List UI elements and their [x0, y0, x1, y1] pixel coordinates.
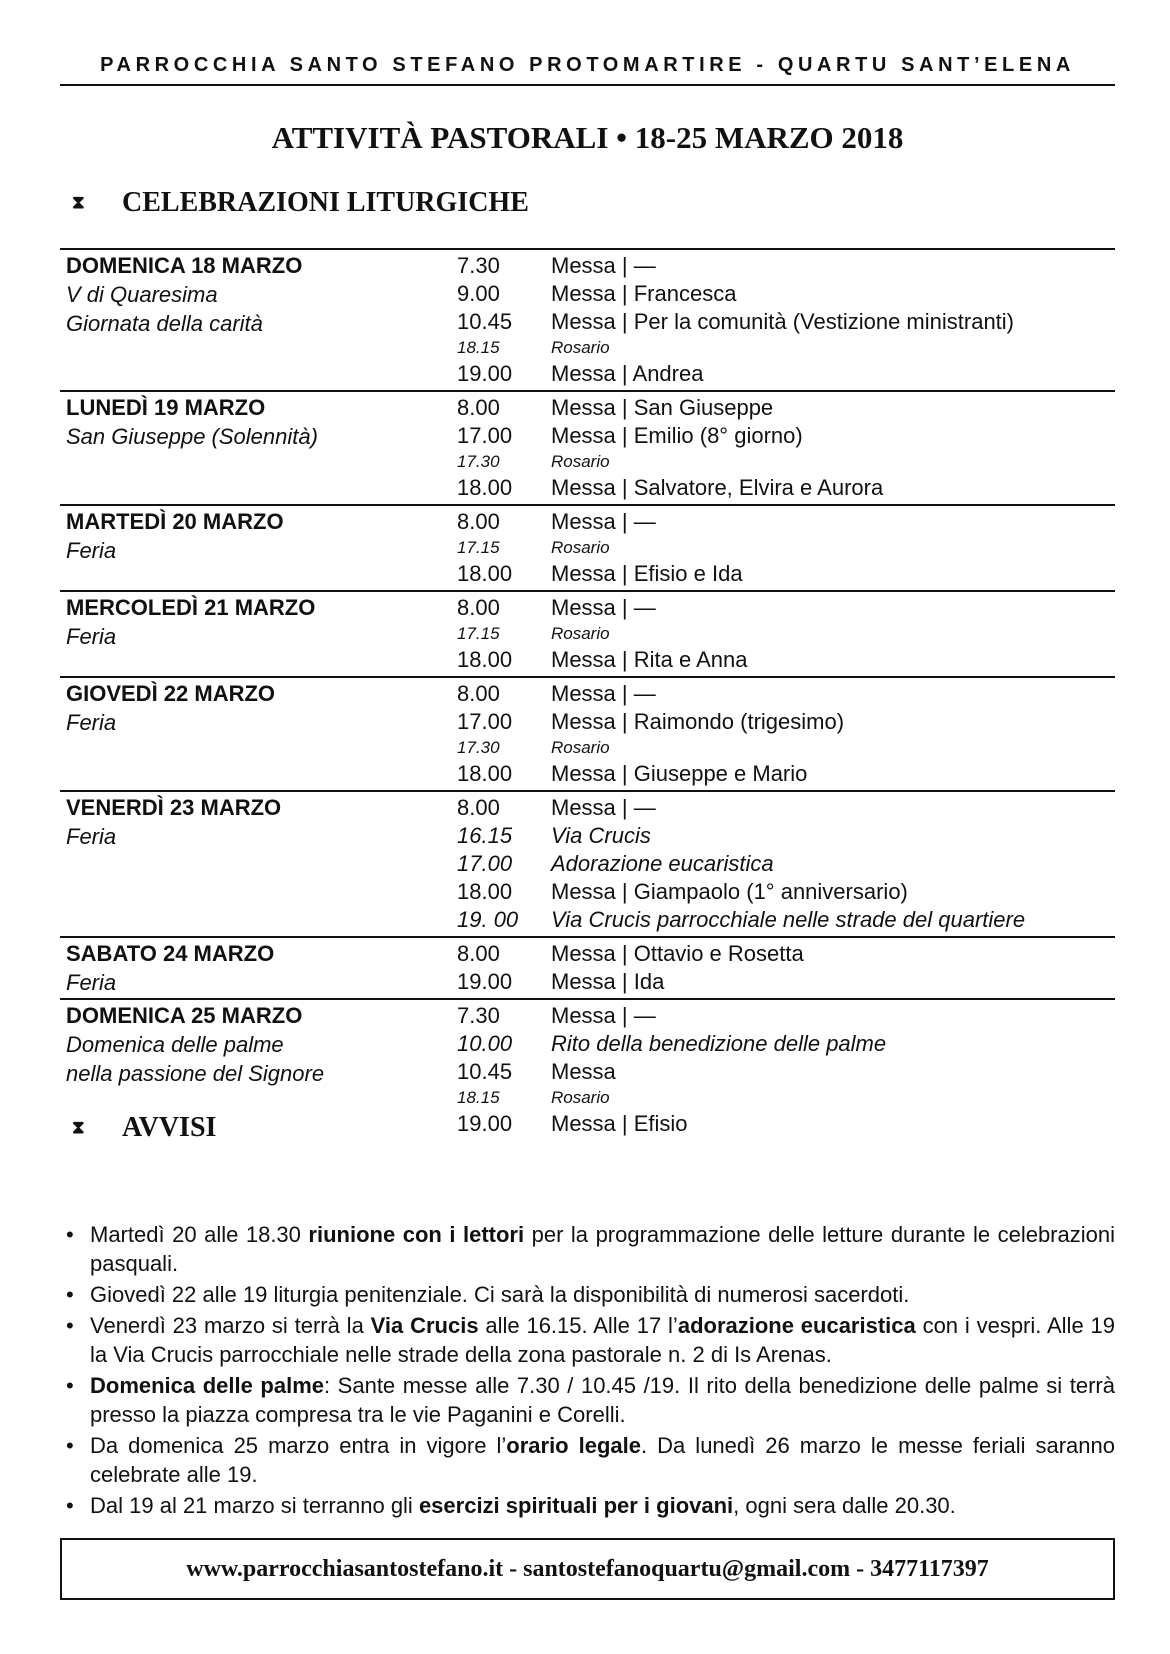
notice-text: Venerdì 23 marzo si terrà la [90, 1313, 371, 1338]
schedule-event [457, 560, 1115, 588]
schedule-event [457, 1002, 1115, 1030]
event-description: Messa | Emilio (8° giorno) [551, 423, 803, 448]
section-heading-notices [72, 1112, 216, 1144]
schedule-event [457, 822, 1115, 850]
notice-text: , ogni sera dalle 20.30. [733, 1493, 956, 1518]
day-info [66, 680, 275, 737]
event-description: Messa | — [551, 1003, 656, 1028]
bullet-dot-icon: • [66, 1282, 74, 1307]
event-description: Messa | San Giuseppe [551, 395, 774, 420]
event-description: Messa | — [551, 595, 656, 620]
notice-highlight: Via Crucis [370, 1313, 479, 1338]
schedule-event [457, 736, 1115, 760]
event-description: Messa [551, 1059, 616, 1084]
day-note: Feria [66, 538, 117, 563]
bullet-dot-icon: • [66, 1313, 74, 1338]
event-description: Rosario [551, 1088, 610, 1107]
schedule-event [457, 646, 1115, 674]
notice-item [60, 1280, 1115, 1309]
event-time: 17.00 [457, 423, 513, 448]
event-time: 16.15 [457, 823, 513, 848]
event-description: Messa | Francesca [551, 281, 737, 306]
event-time: 17.30 [457, 738, 500, 757]
day-info [66, 1002, 324, 1088]
event-description: Rosario [551, 452, 610, 471]
schedule-day [60, 506, 1115, 592]
event-description: Messa | Giuseppe e Mario [551, 761, 808, 786]
day-note: nella passione del Signore [66, 1061, 325, 1086]
schedule-day [60, 250, 1115, 392]
event-time: 18.00 [457, 761, 513, 786]
day-note: V di Quaresima [66, 282, 218, 307]
notice-text: con i vespri. Alle 19 la Via Crucis parrocchiale nelle strade della zona pastorale n. 2 di Is Arenas. [90, 1313, 1115, 1367]
header-divider [60, 84, 1115, 86]
event-time: 18.00 [457, 879, 513, 904]
event-description: Messa | Giampaolo (1° anniversario) [551, 879, 908, 904]
schedule-event [457, 708, 1115, 736]
hourglass-bullet-icon: ⧗ [72, 1117, 85, 1137]
event-time: 17.15 [457, 538, 500, 557]
notice-text: Da domenica 25 marzo entra in vigore l’ [90, 1433, 507, 1458]
event-time: 7.30 [457, 253, 500, 278]
schedule-event [457, 280, 1115, 308]
schedule-event [457, 252, 1115, 280]
schedule-event [457, 1058, 1115, 1086]
notice-text: . Da lunedì 26 marzo le messe feriali saranno celebrate alle 19. [90, 1433, 1115, 1487]
event-time: 7.30 [457, 1003, 500, 1028]
event-description: Rosario [551, 624, 610, 643]
schedule-event [457, 906, 1115, 934]
schedule-event [457, 536, 1115, 560]
event-description: Via Crucis [551, 823, 651, 848]
event-time: 8.00 [457, 941, 500, 966]
notice-text: : Sante messe alle 7.30 / 10.45 /19. Il rito della benedizione delle palme si terrà presso la piazza compresa tra le vie Paganini e Corelli. [90, 1373, 1115, 1427]
event-time: 19.00 [457, 361, 513, 386]
notice-highlight: orario legale [506, 1433, 642, 1458]
page-title: ATTIVITÀ PASTORALI • 18-25 MARZO 2018 [271, 120, 904, 155]
schedule-day [60, 938, 1115, 1000]
event-description: Adorazione eucaristica [551, 851, 774, 876]
schedule-day [60, 392, 1115, 506]
schedule-day [60, 1000, 1115, 1140]
event-time: 18.00 [457, 475, 513, 500]
event-time: 17.00 [457, 851, 513, 876]
event-time: 8.00 [457, 681, 500, 706]
day-info [66, 794, 281, 851]
notice-item [60, 1371, 1115, 1429]
notice-highlight: riunione con i lettori [308, 1222, 525, 1247]
bullet-dot-icon: • [66, 1433, 74, 1458]
event-time: 10.45 [457, 1059, 513, 1084]
day-name: SABATO 24 MARZO [66, 941, 275, 966]
day-name: MERCOLEDÌ 21 MARZO [66, 595, 316, 620]
notice-text: Giovedì 22 alle 19 liturgia penitenziale. Ci sarà la disponibilità di numerosi sacerdoti. [90, 1282, 910, 1307]
event-time: 8.00 [457, 595, 500, 620]
schedule-event [457, 968, 1115, 996]
schedule-event [457, 1030, 1115, 1058]
schedule-event [457, 360, 1115, 388]
event-description: Messa | Rita e Anna [551, 647, 748, 672]
event-time: 18.00 [457, 647, 513, 672]
event-description: Messa | Salvatore, Elvira e Aurora [551, 475, 884, 500]
section-heading-liturgy-label: CELEBRAZIONI LITURGICHE [122, 187, 529, 218]
day-note: Feria [66, 624, 117, 649]
day-name: GIOVEDÌ 22 MARZO [66, 681, 276, 706]
schedule-event [457, 508, 1115, 536]
day-note: Feria [66, 710, 117, 735]
event-time: 9.00 [457, 281, 500, 306]
event-description: Rosario [551, 738, 610, 757]
schedule-event [457, 878, 1115, 906]
event-time: 17.30 [457, 452, 500, 471]
day-name: MARTEDÌ 20 MARZO [66, 509, 284, 534]
day-info [66, 940, 274, 997]
notice-text: Dal 19 al 21 marzo si terranno gli [90, 1493, 419, 1518]
event-description: Rosario [551, 538, 610, 557]
day-name: DOMENICA 25 MARZO [66, 1003, 303, 1028]
schedule-event [457, 474, 1115, 502]
notice-item [60, 1220, 1115, 1278]
event-time: 19. 00 [457, 907, 519, 932]
event-description: Messa | Andrea [551, 361, 704, 386]
bullet-dot-icon: • [66, 1222, 74, 1247]
schedule-event [457, 622, 1115, 646]
notice-item [60, 1431, 1115, 1489]
schedule-event [457, 1110, 1115, 1138]
event-time: 17.00 [457, 709, 513, 734]
day-name: VENERDÌ 23 MARZO [66, 795, 282, 820]
day-note: San Giuseppe (Solennità) [66, 424, 318, 449]
event-description: Messa | — [551, 509, 656, 534]
event-time: 19.00 [457, 1111, 513, 1136]
day-name: LUNEDÌ 19 MARZO [66, 395, 266, 420]
schedule-event [457, 850, 1115, 878]
day-name: DOMENICA 18 MARZO [66, 253, 303, 278]
day-info [66, 594, 315, 651]
schedule-event [457, 760, 1115, 788]
day-note: Domenica delle palme [66, 1032, 284, 1057]
notice-text: Martedì 20 alle 18.30 [90, 1222, 309, 1247]
schedule-event [457, 594, 1115, 622]
liturgy-schedule [60, 248, 1115, 1140]
event-description: Rosario [551, 338, 610, 357]
notice-highlight: adorazione eucaristica [677, 1313, 916, 1338]
schedule-event [457, 422, 1115, 450]
day-info [66, 394, 318, 451]
schedule-event [457, 308, 1115, 336]
bullet-dot-icon: • [66, 1493, 74, 1518]
event-time: 8.00 [457, 795, 500, 820]
schedule-day [60, 792, 1115, 938]
event-description: Via Crucis parrocchiale nelle strade del quartiere [551, 907, 1026, 932]
notice-item [60, 1491, 1115, 1520]
hourglass-bullet-icon: ⧗ [72, 192, 85, 212]
schedule-event [457, 394, 1115, 422]
event-time: 17.15 [457, 624, 500, 643]
day-info [66, 508, 284, 565]
section-heading-notices-label: AVVISI [122, 1112, 217, 1143]
event-time: 8.00 [457, 509, 500, 534]
notice-highlight: Domenica delle palme [90, 1373, 324, 1398]
event-time: 10.00 [457, 1031, 513, 1056]
event-description: Messa | Ottavio e Rosetta [551, 941, 804, 966]
event-time: 18.00 [457, 561, 513, 586]
contact-footer[interactable]: www.parrocchiasantostefano.it - santostefanoquartu@gmail.com - 3477117397 [60, 1538, 1115, 1600]
event-description: Rito della benedizione delle palme [551, 1031, 887, 1056]
schedule-event [457, 794, 1115, 822]
event-description: Messa | Per la comunità (Vestizione ministranti) [551, 309, 1014, 334]
schedule-day [60, 592, 1115, 678]
schedule-event [457, 940, 1115, 968]
notice-text: alle 16.15. Alle 17 l’ [478, 1313, 678, 1338]
event-time: 8.00 [457, 395, 500, 420]
event-description: Messa | Efisio e Ida [551, 561, 743, 586]
event-description: Messa | Raimondo (trigesimo) [551, 709, 845, 734]
event-time: 18.15 [457, 338, 500, 357]
event-description: Messa | — [551, 795, 656, 820]
schedule-event [457, 680, 1115, 708]
day-note: Feria [66, 824, 117, 849]
schedule-event [457, 450, 1115, 474]
schedule-day [60, 678, 1115, 792]
notice-item [60, 1311, 1115, 1369]
section-heading-liturgy [72, 187, 529, 219]
schedule-event [457, 1086, 1115, 1110]
bullet-dot-icon: • [66, 1373, 74, 1398]
notices-list [60, 1220, 1115, 1522]
event-description: Messa | — [551, 253, 656, 278]
notice-text: per la programmazione delle letture durante le celebrazioni pasquali. [90, 1222, 1115, 1276]
notice-highlight: esercizi spirituali per i giovani [418, 1493, 734, 1518]
day-note: Giornata della carità [66, 311, 263, 336]
event-description: Messa | Ida [551, 969, 665, 994]
event-description: Messa | Efisio [551, 1111, 688, 1136]
event-time: 10.45 [457, 309, 513, 334]
schedule-event [457, 336, 1115, 360]
event-time: 18.15 [457, 1088, 500, 1107]
day-note: Feria [66, 970, 117, 995]
event-description: Messa | — [551, 681, 656, 706]
event-time: 19.00 [457, 969, 513, 994]
day-info [66, 252, 302, 338]
parish-header: PARROCCHIA SANTO STEFANO PROTOMARTIRE - QUARTU SANT’ELENA [100, 54, 1075, 76]
